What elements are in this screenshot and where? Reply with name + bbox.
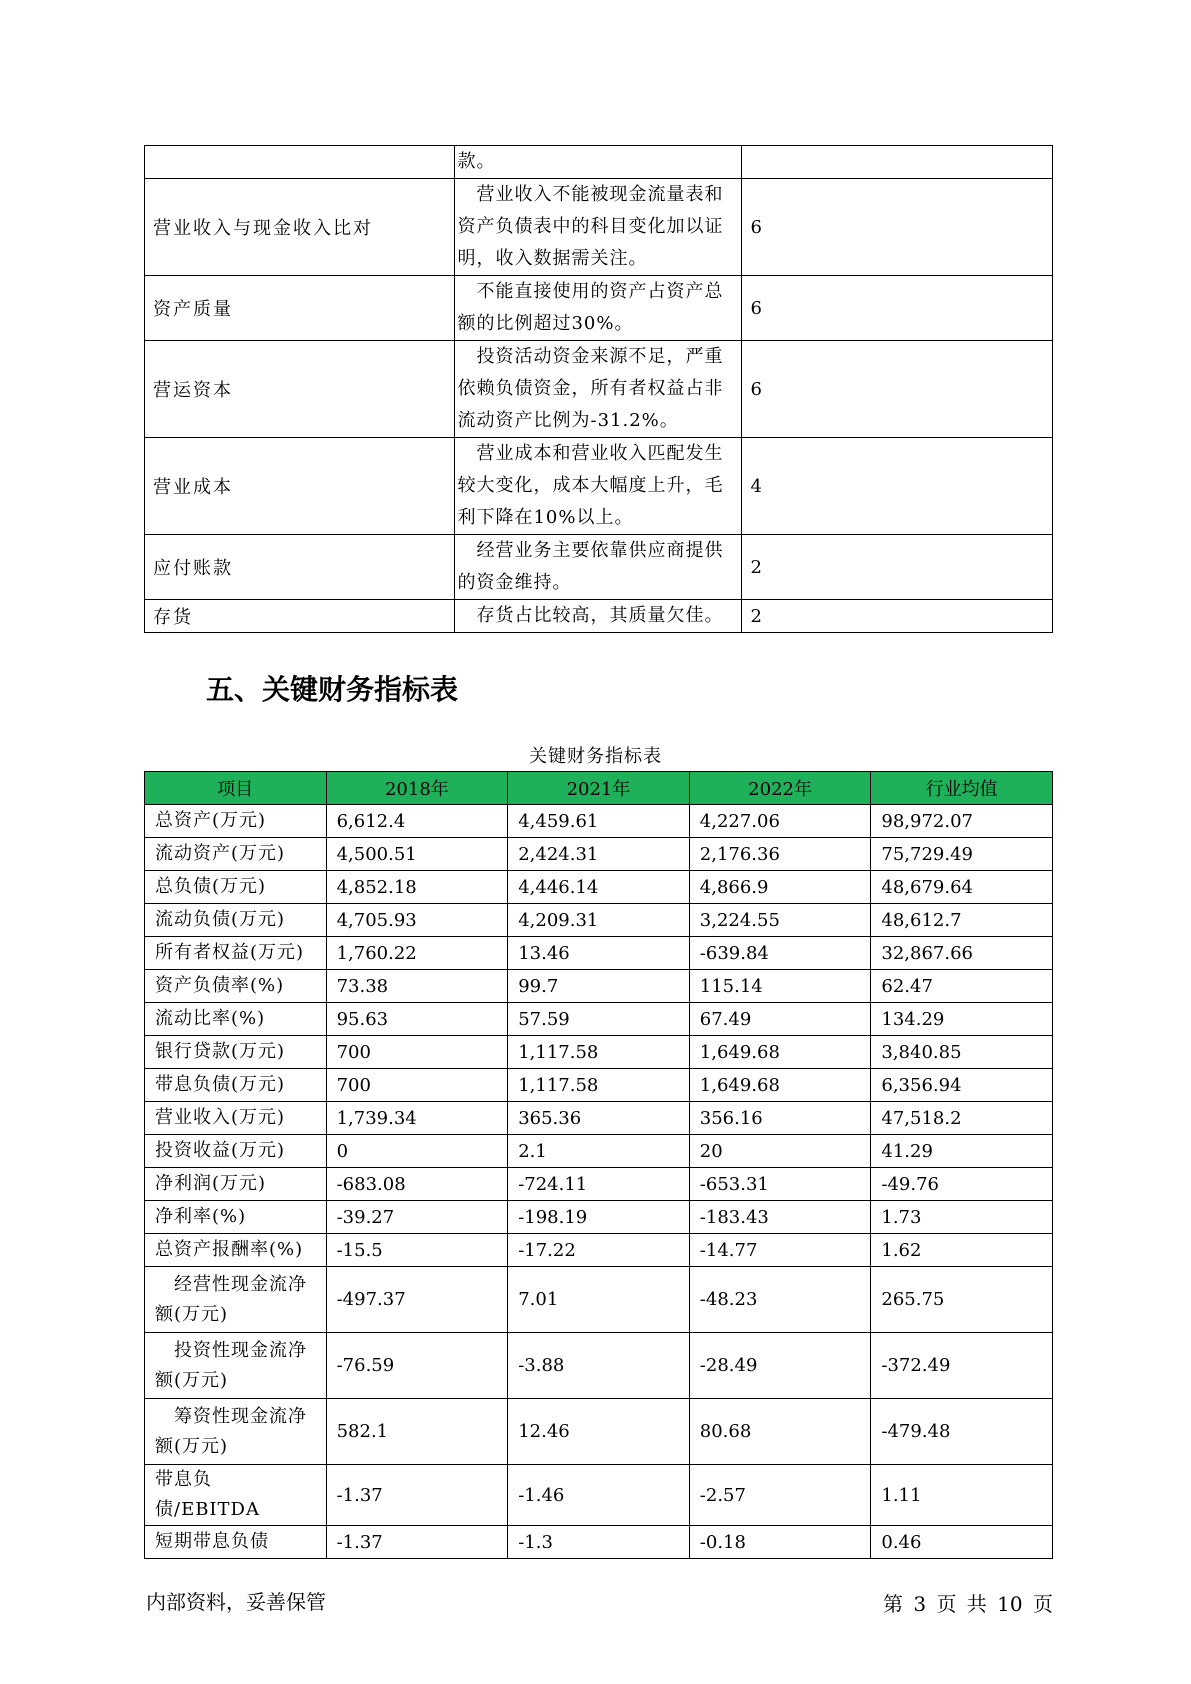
table-cell: 4,209.31 [508,904,690,937]
risk-item-score: 2 [742,600,1053,633]
risk-item-description: 投资活动资金来源不足，严重依赖负债资金，所有者权益占非流动资产比例为-31.2%。 [455,341,742,438]
table-cell: 4,866.9 [689,871,871,904]
table-cell: 57.59 [508,1003,690,1036]
table-cell: 48,679.64 [871,871,1053,904]
table-row [145,1168,1053,1201]
column-header: 2018年 [326,772,508,805]
row-label: 短期带息负债 [145,1526,327,1559]
table-cell: -183.43 [689,1201,871,1234]
table-cell: 4,459.61 [508,805,690,838]
table-caption: 关键财务指标表 [529,746,662,767]
table-row [145,1069,1053,1102]
risk-item-score [742,146,1053,179]
table-cell: 48,612.7 [871,904,1053,937]
risk-item-name: 资产质量 [145,276,455,341]
financial-indicators-table [144,771,1053,1559]
table-cell: 32,867.66 [871,937,1053,970]
table-cell: 4,705.93 [326,904,508,937]
table-cell: 7.01 [508,1267,690,1333]
table-cell: 356.16 [689,1102,871,1135]
risk-item-description: 营业成本和营业收入匹配发生较大变化，成本大幅度上升，毛利下降在10%以上。 [455,438,742,535]
table-cell: -48.23 [689,1267,871,1333]
table-cell: -15.5 [326,1234,508,1267]
table-cell: 1.11 [871,1465,1053,1526]
table-row [145,1399,1053,1465]
risk-row [145,438,1053,535]
table-row [145,1526,1053,1559]
table-cell: 0 [326,1135,508,1168]
table-cell: 47,518.2 [871,1102,1053,1135]
risk-item-name: 营运资本 [145,341,455,438]
table-row [145,838,1053,871]
risk-item-score: 6 [742,276,1053,341]
table-cell: -28.49 [689,1333,871,1399]
row-label: 总负债(万元) [145,871,327,904]
table-cell: 41.29 [871,1135,1053,1168]
risk-row [145,535,1053,600]
footer-page-number: 第 3 页 共 10 页 [883,1592,1053,1616]
table-cell: 67.49 [689,1003,871,1036]
risk-row [145,341,1053,438]
table-cell: 1,117.58 [508,1069,690,1102]
table-cell: -0.18 [689,1526,871,1559]
risk-item-name [145,146,455,179]
row-label: 流动比率(%) [145,1003,327,1036]
table-row [145,1003,1053,1036]
table-cell: -683.08 [326,1168,508,1201]
table-cell: 4,852.18 [326,871,508,904]
table-cell: -479.48 [871,1399,1053,1465]
table-cell: 99.7 [508,970,690,1003]
risk-row [145,276,1053,341]
row-label: 带息负债(万元) [145,1069,327,1102]
table-cell: 3,224.55 [689,904,871,937]
risk-item-name: 营业成本 [145,438,455,535]
risk-item-description: 款。 [455,146,742,179]
risk-item-description: 营业收入不能被现金流量表和资产负债表中的科目变化加以证明，收入数据需关注。 [455,179,742,276]
table-cell: 13.46 [508,937,690,970]
table-row [145,1036,1053,1069]
table-cell: 1.73 [871,1201,1053,1234]
row-label: 投资收益(万元) [145,1135,327,1168]
row-label: 流动资产(万元) [145,838,327,871]
table-cell: -653.31 [689,1168,871,1201]
row-label: 经营性现金流净额(万元) [145,1267,327,1333]
risk-item-score: 2 [742,535,1053,600]
table-cell: -39.27 [326,1201,508,1234]
section-heading: 五、关键财务指标表 [206,673,459,706]
risk-item-description: 不能直接使用的资产占资产总额的比例超过30%。 [455,276,742,341]
row-label: 总资产报酬率(%) [145,1234,327,1267]
column-header: 行业均值 [871,772,1053,805]
table-cell: -639.84 [689,937,871,970]
table-row [145,1333,1053,1399]
table-cell: -724.11 [508,1168,690,1201]
table-cell: -497.37 [326,1267,508,1333]
table-cell: 365.36 [508,1102,690,1135]
table-cell: 1,649.68 [689,1069,871,1102]
table-cell: 2,424.31 [508,838,690,871]
risk-item-score: 6 [742,179,1053,276]
table-row [145,1201,1053,1234]
table-row [145,1102,1053,1135]
row-label: 投资性现金流净额(万元) [145,1333,327,1399]
table-cell: -76.59 [326,1333,508,1399]
table-cell: -14.77 [689,1234,871,1267]
table-cell: 1.62 [871,1234,1053,1267]
row-label: 净利率(%) [145,1201,327,1234]
table-cell: 0.46 [871,1526,1053,1559]
table-cell: 700 [326,1069,508,1102]
row-label: 资产负债率(%) [145,970,327,1003]
risk-item-description: 存货占比较高，其质量欠佳。 [455,600,742,633]
table-cell: 12.46 [508,1399,690,1465]
table-cell: 6,356.94 [871,1069,1053,1102]
row-label: 筹资性现金流净额(万元) [145,1399,327,1465]
table-cell: -372.49 [871,1333,1053,1399]
column-header: 项目 [145,772,327,805]
table-cell: 1,739.34 [326,1102,508,1135]
table-cell: 62.47 [871,970,1053,1003]
table-cell: 75,729.49 [871,838,1053,871]
table-row [145,1135,1053,1168]
row-label: 流动负债(万元) [145,904,327,937]
table-cell: -17.22 [508,1234,690,1267]
table-cell: 73.38 [326,970,508,1003]
column-header: 2021年 [508,772,690,805]
row-label: 营业收入(万元) [145,1102,327,1135]
table-row [145,904,1053,937]
table-row [145,937,1053,970]
risk-item-description: 经营业务主要依靠供应商提供的资金维持。 [455,535,742,600]
table-row [145,805,1053,838]
risk-row [145,146,1053,179]
row-label: 净利润(万元) [145,1168,327,1201]
table-cell: -2.57 [689,1465,871,1526]
risk-table [144,145,1053,633]
table-cell: 3,840.85 [871,1036,1053,1069]
table-cell: -1.37 [326,1465,508,1526]
table-cell: 6,612.4 [326,805,508,838]
table-cell: -1.46 [508,1465,690,1526]
column-header: 2022年 [689,772,871,805]
row-label: 银行贷款(万元) [145,1036,327,1069]
table-row [145,1465,1053,1526]
table-cell: 20 [689,1135,871,1168]
footer-confidential-note: 内部资料，妥善保管 [146,1590,326,1614]
table-cell: 80.68 [689,1399,871,1465]
table-cell: 4,500.51 [326,838,508,871]
table-header-row [145,772,1053,805]
table-cell: 265.75 [871,1267,1053,1333]
table-cell: 2.1 [508,1135,690,1168]
risk-item-score: 6 [742,341,1053,438]
table-cell: -198.19 [508,1201,690,1234]
table-cell: -3.88 [508,1333,690,1399]
table-cell: 134.29 [871,1003,1053,1036]
table-cell: -49.76 [871,1168,1053,1201]
risk-item-name: 存货 [145,600,455,633]
risk-row [145,179,1053,276]
table-cell: 1,649.68 [689,1036,871,1069]
table-cell: 4,446.14 [508,871,690,904]
risk-row [145,600,1053,633]
table-row [145,1234,1053,1267]
row-label: 带息负债/EBITDA [145,1465,327,1526]
table-cell: -1.37 [326,1526,508,1559]
table-cell: 95.63 [326,1003,508,1036]
table-row [145,1267,1053,1333]
row-label: 所有者权益(万元) [145,937,327,970]
risk-item-score: 4 [742,438,1053,535]
table-cell: 115.14 [689,970,871,1003]
table-cell: -1.3 [508,1526,690,1559]
table-cell: 1,760.22 [326,937,508,970]
risk-item-name: 应付账款 [145,535,455,600]
table-cell: 1,117.58 [508,1036,690,1069]
row-label: 总资产(万元) [145,805,327,838]
risk-item-name: 营业收入与现金收入比对 [145,179,455,276]
table-cell: 582.1 [326,1399,508,1465]
table-row [145,871,1053,904]
table-cell: 4,227.06 [689,805,871,838]
table-row [145,970,1053,1003]
table-cell: 98,972.07 [871,805,1053,838]
table-cell: 2,176.36 [689,838,871,871]
table-cell: 700 [326,1036,508,1069]
